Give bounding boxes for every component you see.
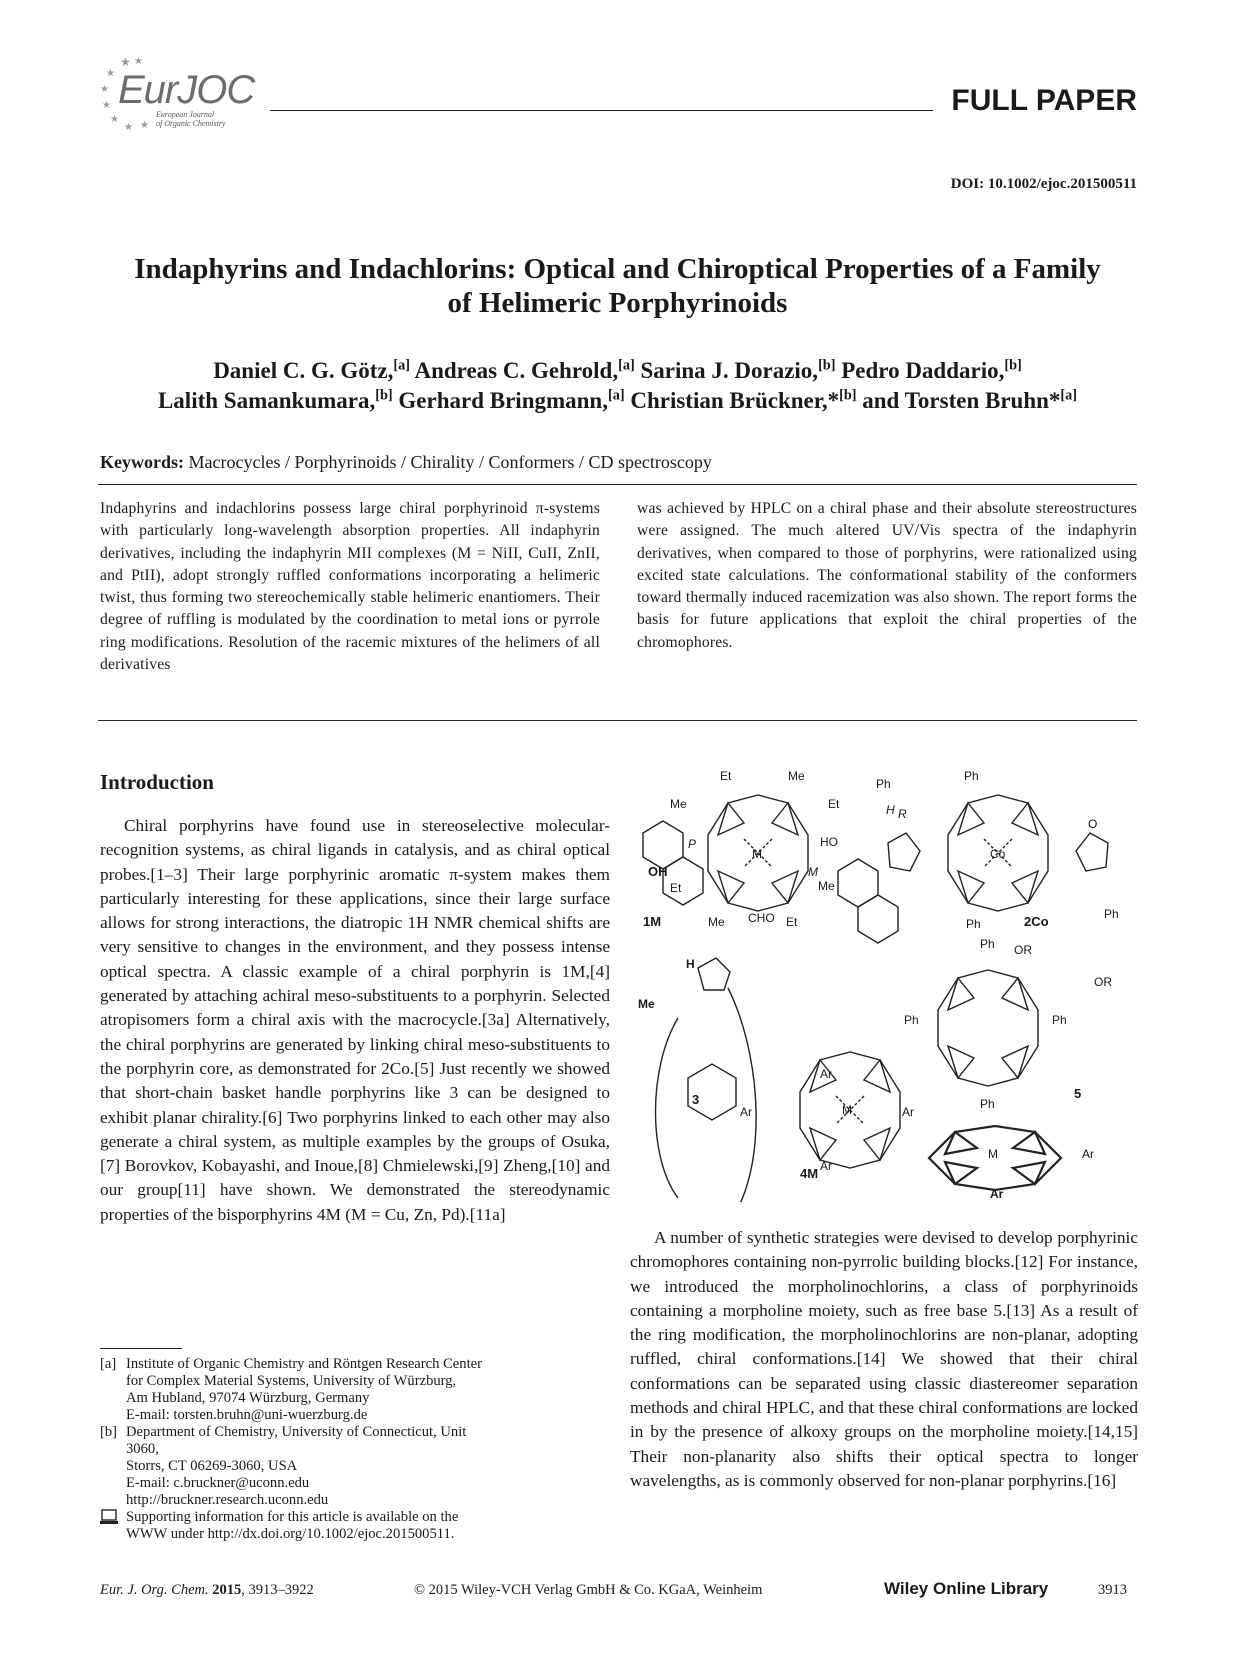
computer-icon: [100, 1509, 126, 1543]
svg-text:Et: Et: [786, 915, 798, 929]
svg-text:H: H: [886, 803, 895, 817]
svg-text:★: ★: [124, 122, 133, 132]
affiliation-a: [a] Institute of Organic Chemistry and Röntgen Research Center for Complex Material Systems, University of Würzburg, Am Hubland, 97074 Würzburg, Germany E-mail: torsten.bruhn@uni-wuerzburg.de: [100, 1356, 608, 1424]
intro-paragraph: Chiral porphyrins have found use in stereoselective molecular-recognition systems, as chiral ligands in catalysis, and as chiral optical probes.[1–3] Their large porphyrinic aromatic π-system makes them particularly interesting for these applications, since their large surface allows for strong interactions, the diatropic 1H NMR chemical shifts are very sensitive to changes in the environment, and they possess intense optical spectra. A classic example of a chiral porphyrin is 1M,[4] generated by attaching achiral meso-substituents to a porphyrin. Selected atropisomers form a chiral axis with the macrocycle.[3a] Alternatively, the chiral porphyrins are generated by linking chiral meso-substituents to the porphyrin core, as demonstrated for 2Co.[5] Just recently we showed that short-chain basket handle porphyrins like 3 can be designed to exhibit planar chirality.[6] Two porphyrins linked to each other may also generate a chiral system, as multiple examples by the groups of Osuka,[7] Borovkov, Kobayashi, and Inoue,[8] Chmielewski,[9] Zheng,[10] and our group[11] have shown. We demonstrated the stereodynamic properties of the bisporphyrins 4M (M = Cu, Zn, Pd).[11a]: [100, 816, 610, 1224]
svg-text:Co: Co: [990, 847, 1006, 861]
structure-5: [938, 970, 1038, 1086]
svg-text:Ph: Ph: [980, 1097, 995, 1111]
svg-text:Me: Me: [670, 797, 687, 811]
svg-text:M: M: [842, 1103, 852, 1117]
svg-text:Me: Me: [788, 769, 805, 783]
svg-text:★: ★: [140, 120, 149, 131]
abstract-rule: [98, 720, 1137, 721]
keywords-rule: [98, 484, 1137, 485]
author-name: Lalith Samankumara,: [157, 388, 376, 413]
si-link[interactable]: WWW under http://dx.doi.org/10.1002/ejoc.201500511.: [126, 1526, 455, 1542]
footer-copyright: © 2015 Wiley-VCH Verlag GmbH & Co. KGaA, Weinheim: [414, 1582, 763, 1598]
svg-text:R: R: [898, 807, 907, 821]
wiley-online-library-link[interactable]: Wiley Online Library: [884, 1579, 1049, 1598]
logo-wordmark: EurJOC: [118, 68, 255, 112]
svg-text:Et: Et: [720, 769, 732, 783]
svg-text:Ph: Ph: [964, 769, 979, 783]
svg-text:Ph: Ph: [966, 917, 981, 931]
affiliation-b: [b] Department of Chemistry, University of Connecticut, Unit 3060, Storrs, CT 06269-3060, USA E-mail: c.bruckner@uconn.edu http://bruckner.research.uconn.edu: [100, 1424, 608, 1509]
svg-text:OR: OR: [1014, 943, 1032, 957]
website-link[interactable]: http://bruckner.research.uconn.edu: [126, 1492, 329, 1508]
author-name: Christian Brückner,*: [630, 388, 840, 413]
svg-text:M: M: [752, 847, 762, 861]
svg-text:★: ★: [106, 68, 115, 79]
section-label: FULL PAPER: [951, 84, 1137, 117]
svg-text:Me: Me: [708, 915, 725, 929]
svg-text:P: P: [688, 837, 697, 851]
email-link[interactable]: E-mail: torsten.bruhn@uni-wuerzburg.de: [126, 1407, 368, 1423]
compound-label-1M: 1M: [643, 914, 662, 929]
svg-text:Ph: Ph: [980, 937, 995, 951]
structure-3: [656, 958, 757, 1202]
svg-text:Ar: Ar: [740, 1105, 752, 1119]
footer-citation: Eur. J. Org. Chem. 2015, 3913–3922: [100, 1582, 314, 1598]
page-number: 3913: [1098, 1582, 1127, 1598]
svg-text:Ar: Ar: [902, 1105, 914, 1119]
author-name: Pedro Daddario,: [841, 358, 1005, 383]
footnote-rule: [100, 1348, 182, 1349]
svg-text:CHO: CHO: [748, 911, 775, 925]
svg-text:★: ★: [120, 55, 131, 69]
svg-text:Ph: Ph: [876, 777, 891, 791]
footnotes: [100, 1356, 608, 1543]
doi[interactable]: DOI: 10.1002/ejoc.201500511: [950, 176, 1137, 192]
svg-text:★: ★: [110, 114, 119, 125]
compound-label-2Co: 2Co: [1024, 914, 1049, 929]
svg-text:Me: Me: [818, 879, 835, 893]
abstract-left: Indaphyrins and indachlorins possess large chiral porphyrinoid π-systems with particularly long-wavelength absorption properties. All indaphyrin derivatives, including the indaphyrin MII complexes (M = NiII, CuII, ZnII, and PtII), adopt strongly ruffled conformations incorporating a helimeric twist, thus forming two stereochemically stable helimeric enantiomers. Their degree of ruffling is modulated by the coordination to metal ions or pyrrole ring modifications. Resolution of the racemic mixtures of the helimers of all derivatives: [100, 500, 600, 674]
author-name: Sarina J. Dorazio,: [640, 358, 819, 383]
journal-logo: [98, 52, 258, 132]
svg-text:Me: Me: [638, 997, 655, 1011]
svg-text:Ar: Ar: [1082, 1147, 1094, 1161]
svg-text:Ph: Ph: [1052, 1013, 1067, 1027]
svg-text:★: ★: [100, 84, 109, 95]
svg-text:Ph: Ph: [1104, 907, 1119, 921]
author-name: Andreas C. Gehrold,: [414, 358, 619, 383]
header-rule: [270, 110, 933, 111]
email-link[interactable]: E-mail: c.bruckner@uconn.edu: [126, 1475, 310, 1491]
svg-text:Ar: Ar: [990, 1187, 1004, 1201]
article-title: Indaphyrins and Indachlorins: Optical and Chiroptical Properties of a Family of Helimeric Porphyrinoids: [134, 253, 1101, 319]
svg-text:OH: OH: [648, 864, 668, 879]
right-column-paragraph: A number of synthetic strategies were devised to develop porphyrinic chromophores containing non-pyrrolic building blocks.[12] For instance, we introduced the morpholinochlorins, a class of porphyrinoids containing a morpholine moiety, such as free base 5.[13] As a result of the ring modification, the morpholinochlorins are non-planar, adopting ruffled, chiral conformations.[14] We showed that their chiral conformations can be separated using classic diastereomer separation methods and chiral HPLC, and that these chiral conformations are locked in by the presence of alkoxy groups on the morpholine moiety.[14,15] Their non-planarity also shifts their optical spectra to longer wavelengths, as is commonly observed for non-planar porphyrins.[16]: [630, 1228, 1138, 1490]
author-name: Gerhard Bringmann,: [398, 388, 608, 413]
compound-label-4M: 4M: [800, 1166, 819, 1181]
chemical-structures-scheme: [628, 758, 1138, 1202]
svg-text:Ph: Ph: [904, 1013, 919, 1027]
svg-text:Et: Et: [828, 797, 840, 811]
author-name: and Torsten Bruhn*: [862, 388, 1061, 413]
svg-text:O: O: [1088, 817, 1098, 831]
author-line-2: Lalith Samankumara,[b] Gerhard Bringmann,[a] Christian Brückner,*[b] and Torsten Bruhn*[a]: [157, 387, 1078, 413]
svg-text:Et: Et: [670, 881, 682, 895]
svg-text:OR: OR: [1094, 975, 1112, 989]
author-list: [98, 356, 1137, 416]
abstract-right: was achieved by HPLC on a chiral phase and their absolute stereostructures were assigned. The much altered UV/Vis spectra of the indaphyrin derivatives, when compared to those of porphyrins, were rationalized using excited state calculations. The conformational stability of the conformers toward thermally induced racemization was also shown. The report forms the basis for future applications that exploit the chiral properties of the chromophores.: [637, 500, 1137, 651]
svg-text:HO: HO: [820, 835, 838, 849]
supporting-info: Supporting information for this article is available on the WWW under http://dx.doi.org/10.1002/ejoc.201500511.: [100, 1509, 608, 1543]
compound-label-5: 5: [1074, 1086, 1082, 1101]
compound-label-3: 3: [692, 1092, 700, 1107]
svg-text:M: M: [988, 1147, 998, 1161]
svg-text:Ar: Ar: [820, 1159, 832, 1173]
logo-subtitle: European Journal of Organic Chemistry: [156, 110, 226, 128]
author-name: Daniel C. G. Götz,: [213, 358, 394, 383]
svg-text:M: M: [808, 865, 818, 879]
section-heading: Introduction: [100, 770, 214, 794]
svg-text:Ar: Ar: [820, 1067, 832, 1081]
keywords: Keywords: Macrocycles / Porphyrinoids / Chirality / Conformers / CD spectroscopy: [100, 452, 712, 472]
svg-text:★: ★: [102, 100, 111, 111]
author-line-1: Daniel C. G. Götz,[a] Andreas C. Gehrold,[a] Sarina J. Dorazio,[b] Pedro Daddario,[b]: [213, 357, 1022, 383]
svg-text:★: ★: [134, 56, 143, 67]
svg-text:H: H: [686, 957, 695, 971]
